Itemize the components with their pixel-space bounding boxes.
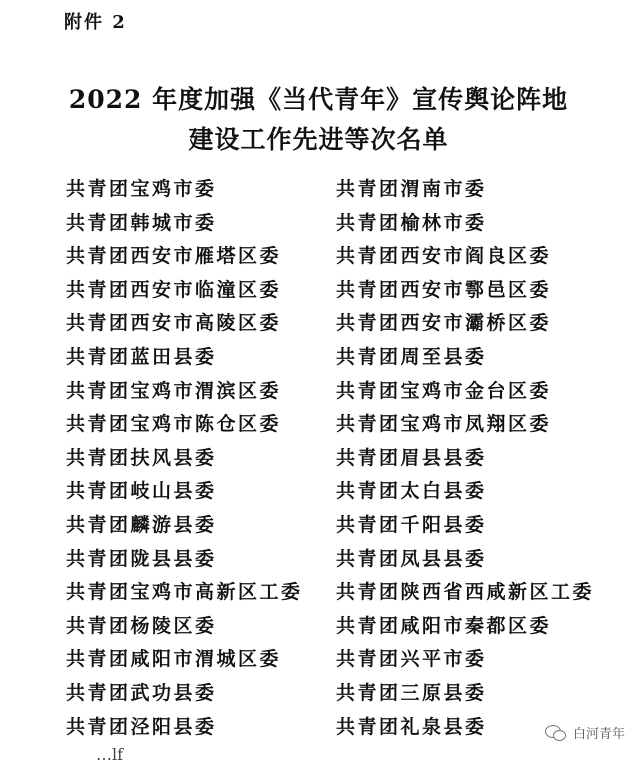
list-item: 共青团西安市高陵区委 [66,312,282,335]
list-item: 共青团扶风县委 [66,446,217,469]
list-item: 共青团宝鸡市陈仓区委 [66,413,282,436]
list-item: 共青团咸阳市秦都区委 [336,614,552,637]
list-item: 共青团周至县委 [336,345,487,368]
list-item: 共青团武功县委 [66,681,217,704]
list-item: 共青团麟游县委 [66,513,217,536]
list-item: 共青团三原县委 [336,681,487,704]
list-item: 共青团杨陵区委 [66,614,217,637]
list-item: 共青团西安市鄠邑区委 [336,278,552,301]
list-item: 共青团宝鸡市渭滨区委 [66,379,282,402]
account-watermark [545,723,625,742]
right-column-list [336,173,594,744]
cutoff-text: …lf [96,745,124,764]
list-item: 共青团西安市雁塔区委 [66,245,282,268]
document-title-line-2: 建设工作先进等次名单 [188,125,449,154]
list-item: 共青团宝鸡市委 [66,178,217,200]
list-item: 共青团兴平市委 [336,648,487,671]
annex-label: 附件 2 [64,12,127,33]
list-item: 共青团岐山县委 [66,480,217,503]
list-item: 共青团榆林市委 [336,211,487,234]
list-item: 共青团西安市灞桥区委 [336,312,552,335]
list-item: 共青团咸阳市渭城区委 [66,648,282,671]
list-item: 共青团礼泉县委 [336,715,487,738]
list-item: 共青团凤县县委 [336,547,487,570]
list-item: 共青团宝鸡市凤翔区委 [336,413,552,436]
list-item: 共青团眉县县委 [336,446,487,469]
list-item: 共青团渭南市委 [336,178,487,200]
list-item: 共青团陕西省西咸新区工委 [336,581,595,604]
list-item: 共青团蓝田县委 [66,345,217,368]
wechat-icon [545,724,567,742]
list-item: 共青团宝鸡市金台区委 [336,379,552,402]
watermark-text: 白河青年 [572,727,625,742]
list-item: 共青团千阳县委 [336,513,487,536]
list-item: 共青团西安市阎良区委 [336,245,552,268]
list-item: 共青团太白县委 [336,480,487,503]
list-item: 共青团西安市临潼区委 [66,278,282,301]
list-item: 共青团陇县县委 [66,547,217,570]
left-column-list [66,173,303,744]
list-item: 共青团韩城市委 [66,211,217,234]
document-title-line-1: 2022 年度加强《当代青年》宣传舆论阵地 [68,85,569,114]
list-item: 共青团泾阳县委 [66,715,217,738]
list-item: 共青团宝鸡市高新区工委 [66,581,303,604]
